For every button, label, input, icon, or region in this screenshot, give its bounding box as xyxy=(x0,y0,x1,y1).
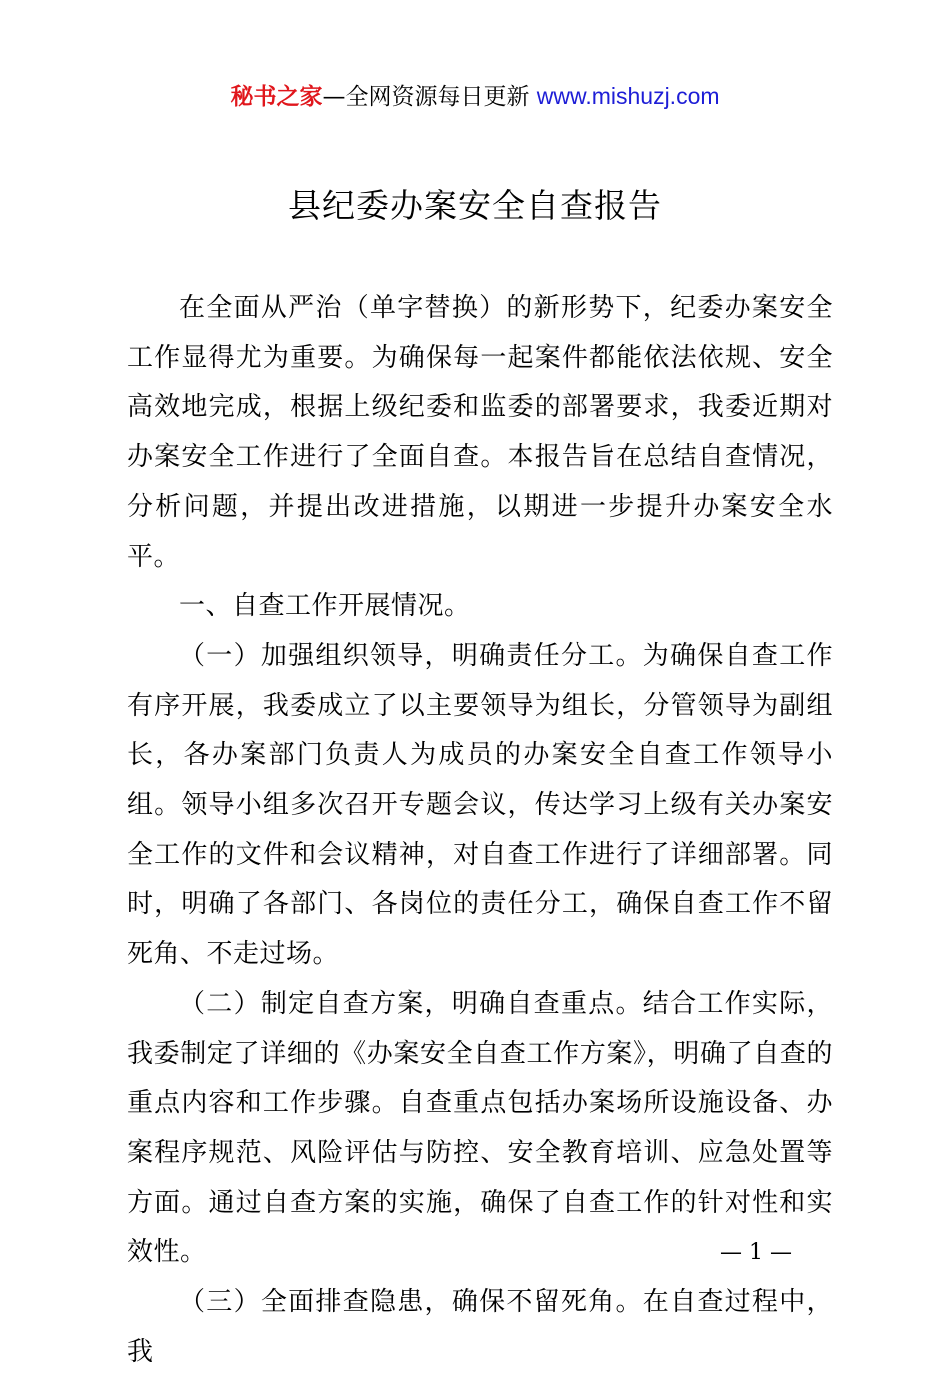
subsection-paragraph: （一）加强组织领导，明确责任分工。为确保自查工作有序开展，我委成立了以主要领导为组长，分管领导为副组长，各办案部门负责人为成员的办案安全自查工作领导小组。领导小组多次召开专题会议，传达学习上级有关办案安全工作的文件和会议精神，对自查工作进行了详细部署。同时，明确了各部门、各岗位的责任分工，确保自查工作不留死角、不走过场。 xyxy=(127,640,833,970)
page-number: — 1 — xyxy=(720,1240,792,1265)
subsection-paragraph: （二）制定自查方案，明确自查重点。结合工作实际，我委制定了详细的《办案安全自查工作方案》，明确了自查的重点内容和工作步骤。自查重点包括办案场所设施设备、办案程序规范、风险评估与防控、安全教育培训、应急处置等方面。通过自查方案的实施，确保了自查工作的针对性和实效性。 xyxy=(127,988,833,1268)
site-header xyxy=(0,80,950,113)
document-body xyxy=(127,284,833,1377)
site-url-link[interactable]: www.mishuzj.com xyxy=(536,83,720,109)
subsection-paragraph: （三）全面排查隐患，确保不留死角。在自查过程中，我 xyxy=(127,1287,833,1367)
intro-paragraph: 在全面从严治（单字替换）的新形势下，纪委办案安全工作显得尤为重要。为确保每一起案件都能依法依规、安全高效地完成，根据上级纪委和监委的部署要求，我委近期对办案安全工作进行了全面自查。本报告旨在总结自查情况，分析问题，并提出改进措施，以期进一步提升办案安全水平。 xyxy=(127,293,833,572)
section-heading: 一、自查工作开展情况。 xyxy=(179,591,471,622)
site-name: 秘书之家 xyxy=(230,84,323,110)
document-title: 县纪委办案安全自查报告 xyxy=(288,186,662,225)
site-tagline: —全网资源每日更新 xyxy=(322,84,530,110)
